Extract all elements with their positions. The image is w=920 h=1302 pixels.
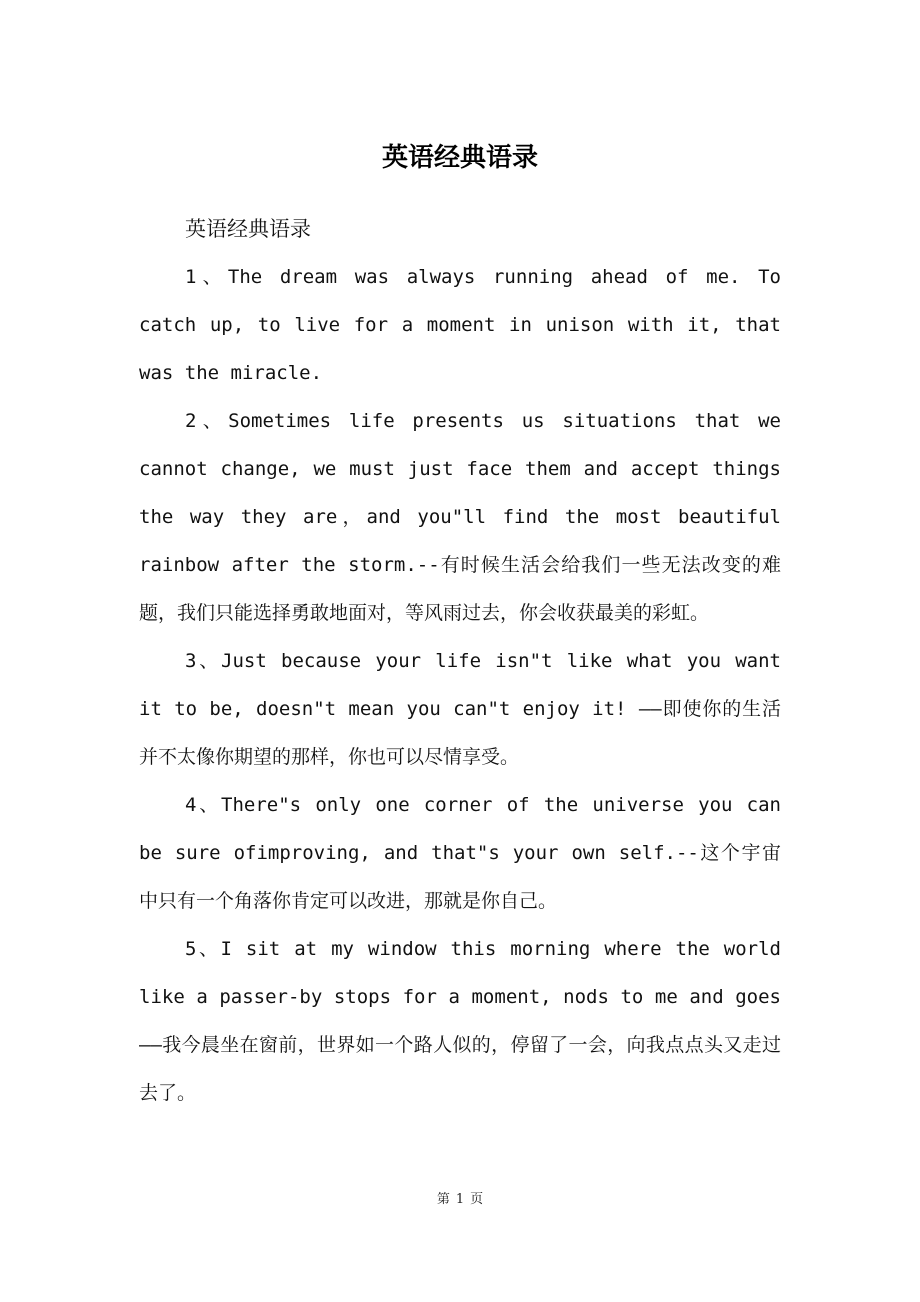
footer-prefix: 第: [436, 1192, 450, 1207]
quote-paragraph-1: 1、The dream was always running ahead of me. To catch up, to live for a moment in unison with it, that was the miracle.: [139, 266, 781, 384]
footer-suffix: 页: [470, 1192, 484, 1207]
quote-paragraph-3: 3、Just because your life isn"t like what you want it to be, doesn"t mean you can"t enjoy it! ——即使你的生活并不太像你期望的那样，你也可以尽情享受。: [139, 650, 781, 768]
quote-paragraph-4: 4、There"s only one corner of the universe you can be sure ofimproving, and that"s your own self.--这个宇宙中只有一个角落你肯定可以改进，那就是你自己。: [139, 794, 781, 912]
quote-paragraph-2: 2、Sometimes life presents us situations that we cannot change, we must just face them and accept things the way they are，and you"ll find the most beautiful rainbow after the storm.--有时候生活会给我们一些无法改变的难题，我们只能选择勇敢地面对，等风雨过去，你会收获最美的彩虹。: [139, 410, 781, 624]
page-footer: [0, 1190, 920, 1210]
quote-paragraph-5: 5、I sit at my window this morning where the world like a passer-by stops for a moment, nods to me and goes——我今晨坐在窗前，世界如一个路人似的，停留了一会，向我点点头又走过去了。: [139, 938, 781, 1104]
document-title: 英语经典语录: [381, 143, 538, 173]
document-body: [139, 205, 781, 1117]
footer-page-number: 1: [455, 1192, 465, 1207]
document-subtitle: 英语经典语录: [185, 217, 311, 241]
